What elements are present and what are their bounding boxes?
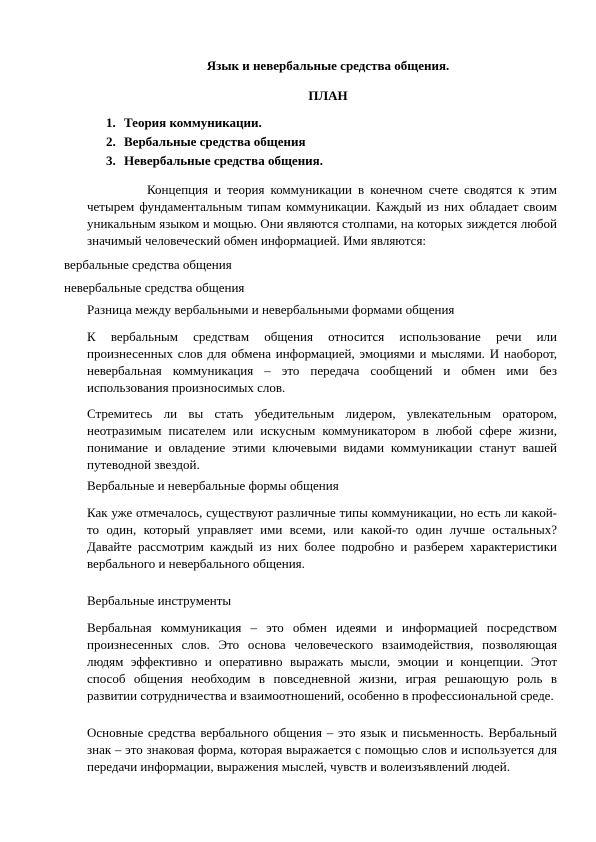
intro-paragraph: Концепция и теория коммуникации в конечном счете сводятся к этим четырем фундаментальным типам коммуникации. Каждый из них обладает своим уникальным языком и мощью. Они являются столпами, на которых зиждется любой значимый человеческий обмен информацией. Ими являются: [87, 182, 557, 248]
type-item-nonverbal: невербальные средства общения [64, 280, 245, 295]
plan-heading: ПЛАН [308, 88, 348, 103]
plan-item [106, 113, 323, 132]
paragraph-types: Как уже отмечалось, существуют различные типы коммуникации, но есть ли какой-то один, который управляет ими всеми, или какой-то один лучше остальных? Давайте рассмотрим каждый из них более подробно и разберем характеристики вербального и невербального общения. [87, 505, 557, 571]
type-item-verbal: вербальные средства общения [64, 257, 232, 272]
plan-item [106, 132, 323, 151]
plan-item-number: 1. [106, 115, 116, 130]
plan-item [106, 151, 323, 170]
paragraph-leader: Стремитесь ли вы стать убедительным лидером, увлекательным оратором, неотразимым писателем или искусным коммуникатором в любой сфере жизни, понимание и овладение этими ключевыми видами коммуникации станут вашей путеводной звездой. [87, 406, 557, 472]
plan-item-label: Теория коммуникации. [124, 115, 262, 130]
paragraph-verbal-definition: К вербальным средствам общения относится использование речи или произнесенных слов для обмена информацией, эмоциями и мыслями. И наоборот, невербальная коммуникация – это передача сообщений и обмен ими без использования произносимых слов. [87, 329, 557, 395]
paragraph-verbal-communication: Вербальная коммуникация – это обмен идеями и информацией посредством произнесенных слов. Это основа человеческого взаимодействия, позволяющая людям эффективно и оперативно выражать мысли, эмоции и концепции. Этот способ общения необходим в повседневной жизни, играя решающую роль в развитии сотрудничества и взаимоотношений, особенно в профессиональной среде. [87, 620, 557, 703]
plan-item-number: 2. [106, 134, 116, 149]
subheading-difference: Разница между вербальными и невербальными формами общения [87, 302, 455, 317]
subheading-tools: Вербальные инструменты [87, 593, 232, 608]
subheading-forms: Вербальные и невербальные формы общения [87, 478, 339, 493]
plan-list [106, 113, 323, 170]
paragraph-means: Основные средства вербального общения – это язык и письменность. Вербальный знак – это знаковая форма, которая выражается с помощью слов и используется для передачи информации, выражения мыслей, чувств и волеизъявлений людей. [87, 725, 557, 774]
plan-item-label: Невербальные средства общения. [124, 153, 323, 168]
document-title: Язык и невербальные средства общения. [206, 58, 450, 73]
plan-item-label: Вербальные средства общения [124, 134, 306, 149]
plan-item-number: 3. [106, 153, 116, 168]
